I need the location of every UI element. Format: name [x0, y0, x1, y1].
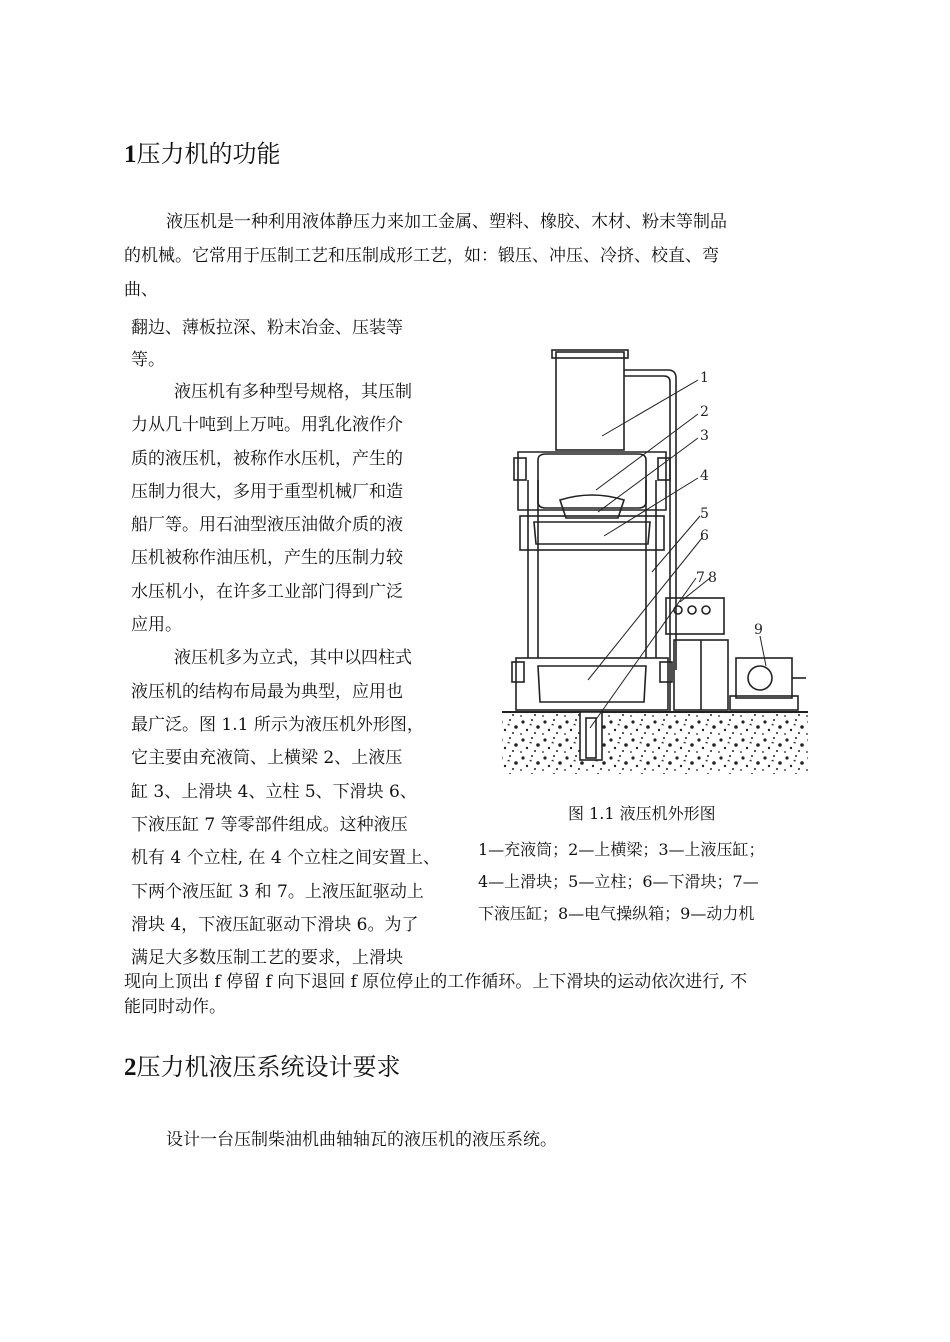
- column-line: 压制力很大，多用于重型机械厂和造: [131, 482, 403, 502]
- column-line: 液压机有多种型号规格，其压制: [174, 382, 412, 402]
- column-line: 满足大多数压制工艺的要求，上滑块: [131, 948, 403, 968]
- press-drawing: [502, 350, 808, 774]
- section-2-title: 压力机液压系统设计要求: [136, 1053, 401, 1081]
- section-1-title: 压力机的功能: [136, 140, 281, 168]
- column-line: 液压机多为立式，其中以四柱式: [174, 648, 412, 668]
- column-line: 水压机小，在许多工业部门得到广泛: [131, 582, 403, 602]
- callout-4: 4: [700, 468, 709, 484]
- column-line: 压机被称作油压机，产生的压制力较: [131, 548, 403, 568]
- column-line: 液压机的结构布局最为典型，应用也: [131, 682, 403, 702]
- callout-8: 8: [708, 570, 717, 586]
- callout-5: 5: [700, 506, 709, 522]
- callout-9: 9: [754, 622, 763, 638]
- intro-line: 的机械。它常用于压制工艺和压制成形工艺，如：锻压、冲压、冷挤、校直、弯: [124, 246, 719, 266]
- continuation-line: 能同时动作。: [124, 997, 226, 1017]
- motor: [748, 666, 772, 690]
- legend-line: 下液压缸；8—电气操纵箱；9—动力机: [478, 904, 755, 922]
- column-line: 翻边、薄板拉深、粉末冶金、压装等: [131, 318, 403, 338]
- section-1-heading: [124, 134, 281, 169]
- upper-cylinder: [560, 495, 624, 518]
- foundation-hatch: [502, 712, 808, 774]
- upper-slide-inner: [534, 522, 650, 544]
- legend-line: 1—充液筒；2—上横梁；3—上液压缸；: [478, 840, 765, 859]
- power-unit: [736, 658, 792, 698]
- upper-slide: [520, 516, 664, 550]
- box-knob: [702, 606, 710, 614]
- figure-legend: [478, 838, 828, 922]
- upper-beam-inner: [538, 454, 646, 508]
- hydraulic-press-figure: [498, 340, 818, 780]
- lower-nut-left: [512, 662, 524, 682]
- callout-6: 6: [700, 528, 709, 544]
- leader-lines: [588, 380, 766, 728]
- column-line: 机有 4 个立柱, 在 4 个立柱之间安置上、: [131, 848, 441, 868]
- callout-3: 3: [700, 428, 709, 444]
- column-line: 等。: [131, 350, 165, 370]
- intro-line: 液压机是一种利用液体静压力来加工金属、塑料、橡胶、木材、粉末等制品: [166, 212, 727, 232]
- section-2-body: 设计一台压制柴油机曲轴轴瓦的液压机的液压系统。: [166, 1130, 557, 1150]
- column-line: 力从几十吨到上万吨。用乳化液作介: [131, 415, 403, 435]
- column-line: 缸 3、上滑块 4、立柱 5、下滑块 6、: [131, 782, 417, 802]
- column-line: 滑块 4，下液压缸驱动下滑块 6。为了: [131, 915, 419, 935]
- foundation-pit: [580, 712, 602, 760]
- column-line: 下液压缸 7 等零部件组成。这种液压: [131, 815, 408, 835]
- callout-1: 1: [700, 370, 709, 386]
- figure-caption: 图 1.1 液压机外形图: [568, 804, 716, 823]
- box-knob: [688, 606, 696, 614]
- callout-7: 7: [696, 570, 705, 586]
- column-line: 最广泛。图 1.1 所示为液压机外形图，: [131, 715, 424, 735]
- column-line: 下两个液压缸 3 和 7。上液压缸驱动上: [131, 882, 424, 902]
- electrical-box: [666, 598, 724, 634]
- fill-tank: [556, 352, 624, 450]
- upper-nut-left: [514, 458, 526, 480]
- upper-beam: [518, 452, 666, 510]
- column-line: 质的液压机，被称作水压机，产生的: [131, 449, 403, 469]
- legend-line: 4—上滑块；5—立柱；6—下滑块；7—: [478, 872, 759, 891]
- section-1-number: 1: [124, 141, 137, 168]
- section-2-heading: [124, 1047, 401, 1082]
- column-line: 应用。: [131, 615, 182, 635]
- column-line: 它主要由充液筒、上横梁 2、上液压: [131, 748, 403, 768]
- column-line: 船厂等。用石油型液压油做介质的液: [131, 515, 403, 535]
- upper-nut-right: [658, 458, 670, 480]
- continuation-line: 现向上顶出 f 停留 f 向下退回 f 原位停止的工作循环。上下滑块的运动依次进行, 不: [124, 972, 748, 992]
- callout-2: 2: [700, 404, 709, 420]
- intro-line: 曲、: [124, 280, 158, 300]
- section-2-number: 2: [124, 1054, 137, 1081]
